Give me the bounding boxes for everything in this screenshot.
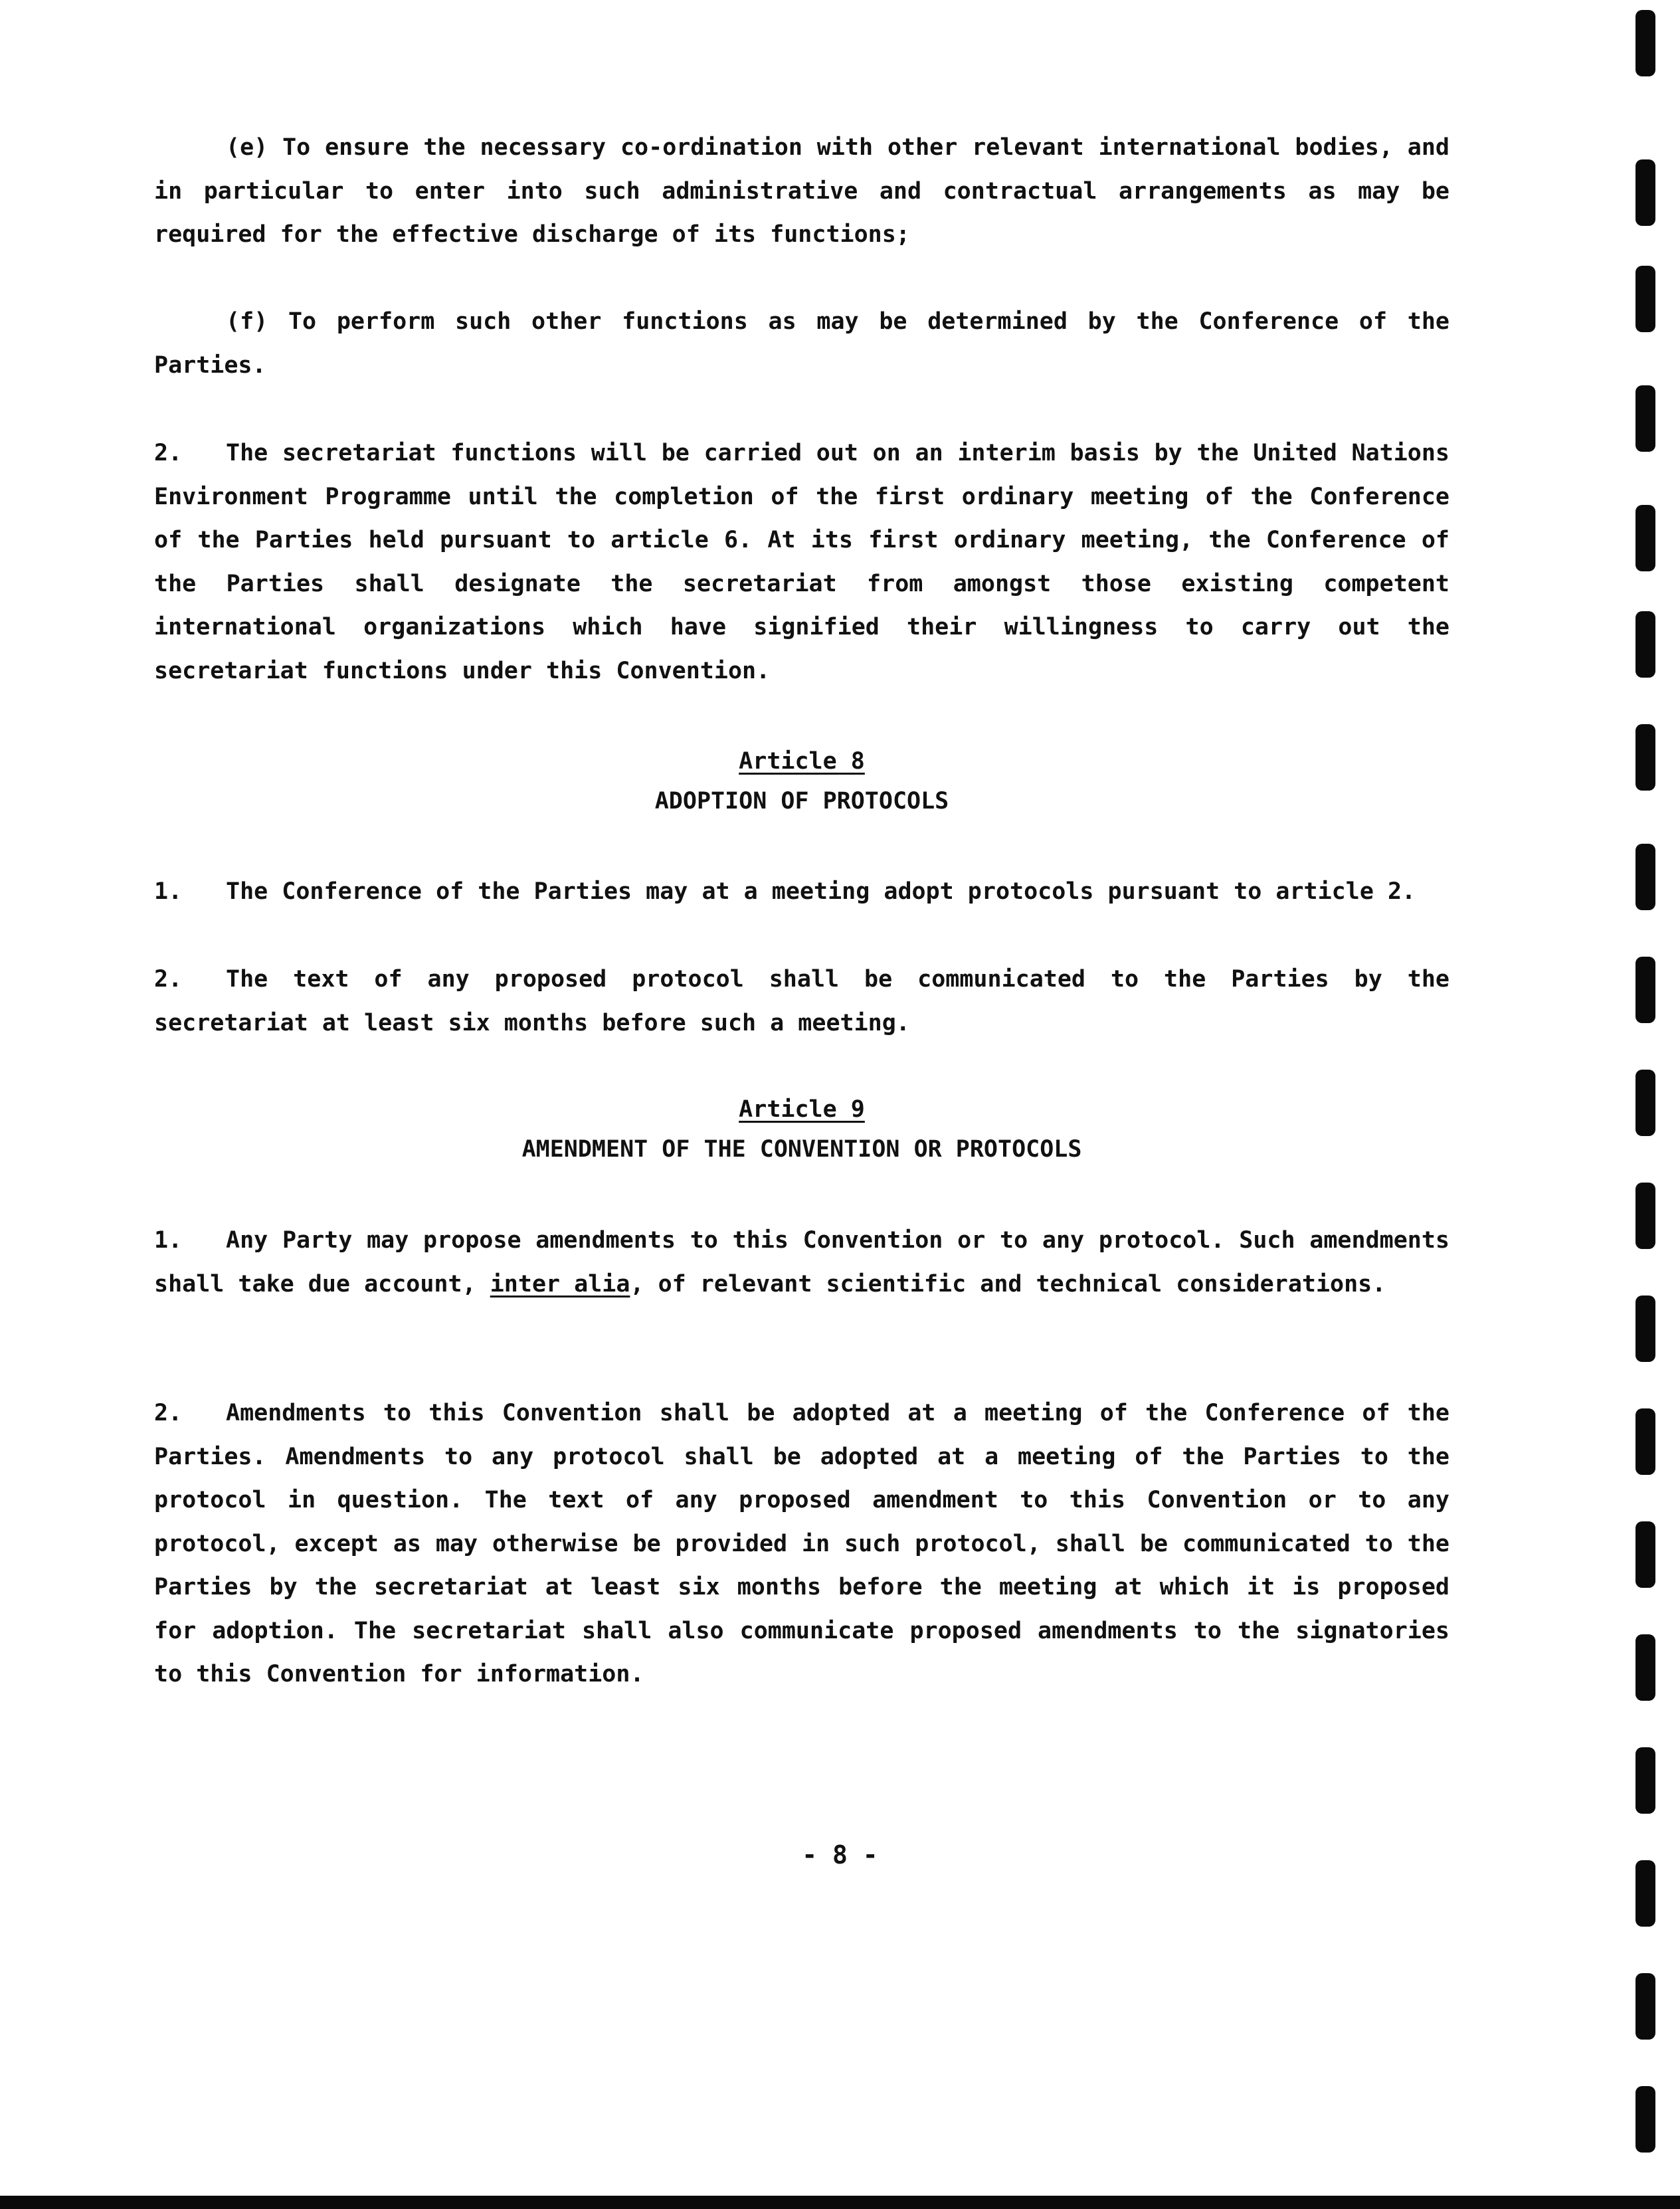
article-9-paragraph-2 [154,1392,1449,1697]
binding-mark [1635,1747,1655,1814]
paragraph-number: 2. [154,1400,183,1426]
paragraph-number: 1. [154,1227,183,1254]
article-8-title: Article 8 [739,748,865,775]
binding-mark [1635,611,1655,678]
paragraph-e [154,126,1449,257]
article-9-paragraph-1-text-end: , of relevant scientific and technical considerations. [630,1270,1386,1297]
article-8-paragraph-1-text: The Conference of the Parties may at a meeting adopt protocols pursuant to article 2. [226,878,1416,905]
binding-mark [1635,1070,1655,1136]
binding-mark [1635,1634,1655,1701]
article-9-subtitle: AMENDMENT OF THE CONVENTION OR PROTOCOLS [521,1136,1082,1163]
binding-mark [1635,10,1655,76]
binding-mark [1635,505,1655,571]
binding-mark [1635,1408,1655,1475]
article-8-paragraph-1 [154,870,1449,914]
binding-mark [1635,2086,1655,2153]
page-number: - 8 - [802,1840,878,1870]
binding-mark [1635,266,1655,332]
article-8-heading [154,741,1449,821]
binding-mark [1635,159,1655,226]
binding-mark [1635,844,1655,910]
article-9-title: Article 9 [739,1096,865,1123]
paragraph-f-text: (f) To perform such other functions as may be determined by the Conference of the Parties. [154,308,1449,379]
binding-mark [1635,1296,1655,1362]
binding-mark [1635,957,1655,1023]
binding-mark [1635,1860,1655,1927]
paragraph-2-text: The secretariat functions will be carried out on an interim basis by the United Nations Environment Programme until the completion of the first ordinary meeting of the Conference of the Parties held pursuant to article 6. At its first ordinary meeting, the Conference of the Parties shall designate the secretariat from amongst those existing competent international organizations which have signified their willingness to carry out the secretariat functions under this Convention. [154,440,1449,684]
article-8-paragraph-2 [154,958,1449,1045]
article-9-heading [154,1090,1449,1169]
article-8-subtitle: ADOPTION OF PROTOCOLS [654,788,949,815]
paragraph-f [154,300,1449,387]
binding-mark [1635,385,1655,452]
article-9-paragraph-2-text: Amendments to this Convention shall be adopted at a meeting of the Conference of the Parties. Amendments to any protocol shall be adopted at a meeting of the Parties to the protocol in question. The text of any proposed amendment to this Convention or to any protocol, except as may otherwise be provided in such protocol, shall be communicated to the Parties by the secretariat at least six months before the meeting at which it is proposed for adoption. The secretariat shall also communicate proposed amendments to the signatories to this Convention for information. [154,1400,1449,1687]
paragraph-number: 2. [154,966,183,993]
bottom-edge-rule [0,2196,1680,2209]
binding-mark [1635,1521,1655,1588]
paragraph-2-secretariat [154,432,1449,693]
paragraph-number: 2. [154,440,183,466]
article-9-paragraph-1-text-start: Any Party may propose amendments to this Convention or to any protocol. Such amendments shall take due account, [154,1227,1449,1297]
article-8-paragraph-2-text: The text of any proposed protocol shall be communicated to the Parties by the secretariat at least six months before such a meeting. [154,966,1449,1036]
paragraph-number: 1. [154,878,183,905]
paragraph-e-text: (e) To ensure the necessary co-ordination with other relevant international bodies, and in particular to enter into such administrative and contractual arrangements as may be required for the effective discharge of its functions; [154,134,1449,248]
emphasis-inter-alia: inter alia [490,1270,630,1297]
binding-mark [1635,1973,1655,2040]
article-9-paragraph-1 [154,1219,1449,1306]
binding-mark [1635,1183,1655,1249]
binding-mark [1635,724,1655,791]
